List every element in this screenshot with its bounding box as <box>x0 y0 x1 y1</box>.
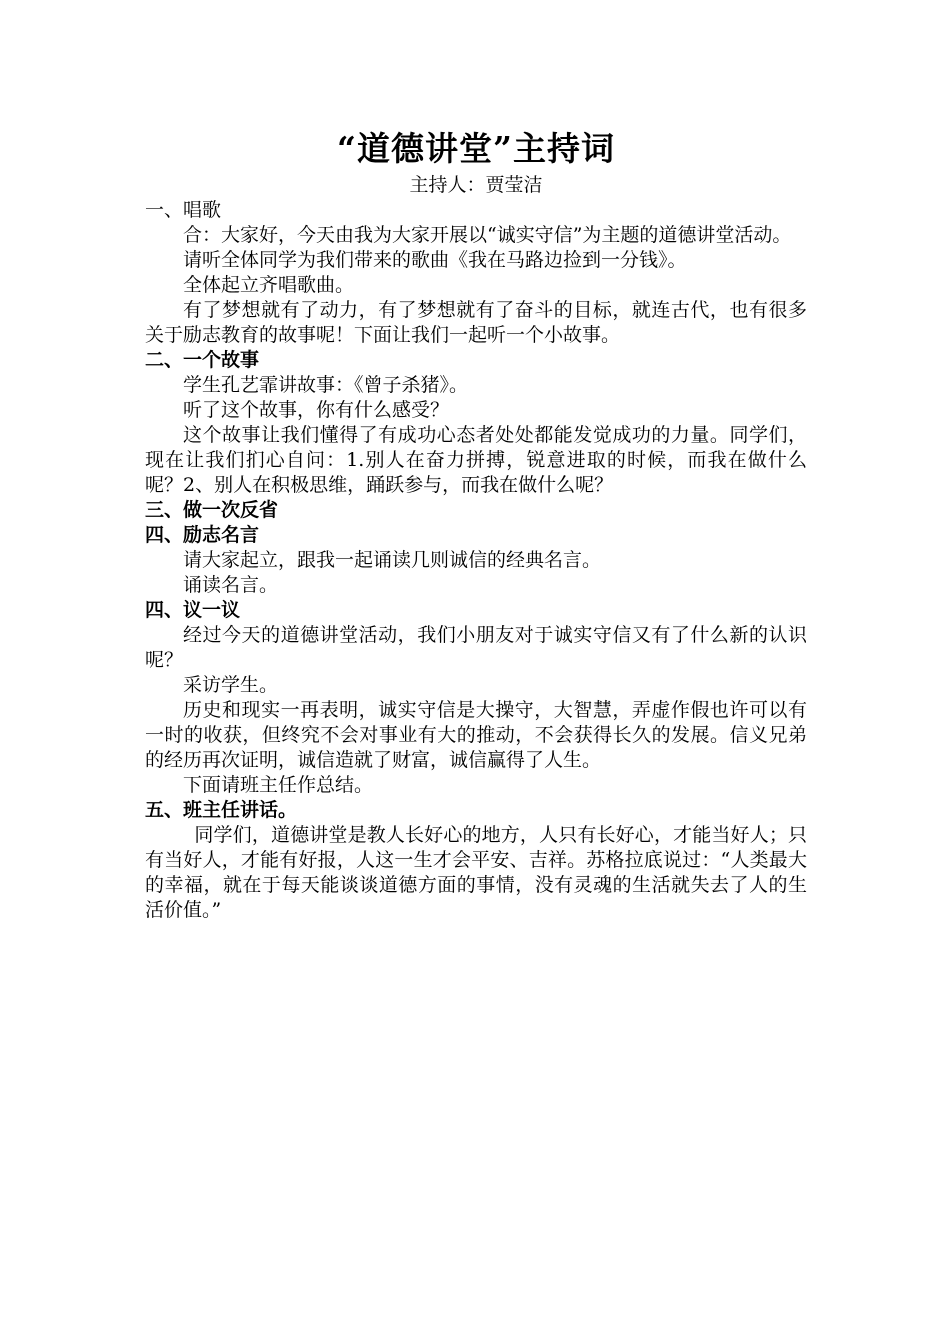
paragraph: 经过今天的道德讲堂活动，我们小朋友对于诚实守信又有了什么新的认识呢？ <box>145 624 807 671</box>
section-heading: 四、励志名言 <box>145 524 260 546</box>
host-line: 主持人：贾莹洁 <box>409 174 543 196</box>
paragraph: 这个故事让我们懂得了有成功心态者处处都能发觉成功的力量。同学们，现在让我们扪心自问：1.别人在奋力拼搏，锐意进取的时候，而我在做什么呢？2、别人在积极思维，踊跃参与，而我在做什么呢？ <box>145 424 807 496</box>
section-reflection <box>145 498 807 523</box>
paragraph: 下面请班主任作总结。 <box>183 774 374 796</box>
section-quotes <box>145 523 807 598</box>
section-story <box>145 348 807 498</box>
section-discussion <box>145 598 807 798</box>
section-heading: 一、唱歌 <box>145 199 222 221</box>
paragraph: 诵读名言。 <box>183 574 279 596</box>
section-singing <box>145 198 807 348</box>
paragraph: 听了这个故事，你有什么感受？ <box>183 399 450 421</box>
document-page <box>145 126 807 923</box>
paragraph: 请听全体同学为我们带来的歌曲《我在马路边捡到一分钱》。 <box>183 249 687 271</box>
paragraph: 请大家起立，跟我一起诵读几则诚信的经典名言。 <box>183 549 602 571</box>
section-teacher-speech <box>145 798 807 923</box>
section-heading: 三、做一次反省 <box>145 499 279 521</box>
paragraph: 全体起立齐唱歌曲。 <box>183 274 355 296</box>
paragraph: 学生孔艺霏讲故事：《曾子杀猪》。 <box>183 374 469 396</box>
paragraph: 历史和现实一再表明，诚实守信是大操守，大智慧，弄虚作假也许可以有一时的收获，但终究不会对事业有大的推动，不会获得长久的发展。信义兄弟的经历再次证明，诚信造就了财富，诚信赢得了人生。 <box>145 699 807 771</box>
paragraph: 采访学生。 <box>183 674 279 696</box>
paragraph: 同学们，道德讲堂是教人长好心的地方，人只有长好心，才能当好人；只有当好人，才能有好报，人这一生才会平安、吉祥。苏格拉底说过：“人类最大的幸福，就在于每天能谈谈道德方面的事情，没有灵魂的生活就失去了人的生活价值。” <box>145 824 807 921</box>
paragraph: 有了梦想就有了动力，有了梦想就有了奋斗的目标，就连古代，也有很多关于励志教育的故事呢！下面让我们一起听一个小故事。 <box>145 299 807 346</box>
section-heading: 四、议一议 <box>145 599 241 621</box>
paragraph: 合：大家好，今天由我为大家开展以“诚实守信”为主题的道德讲堂活动。 <box>183 224 792 246</box>
section-heading: 二、一个故事 <box>145 349 260 371</box>
document-title: “道德讲堂”主持词 <box>337 129 615 168</box>
section-heading: 五、班主任讲话。 <box>145 799 298 821</box>
